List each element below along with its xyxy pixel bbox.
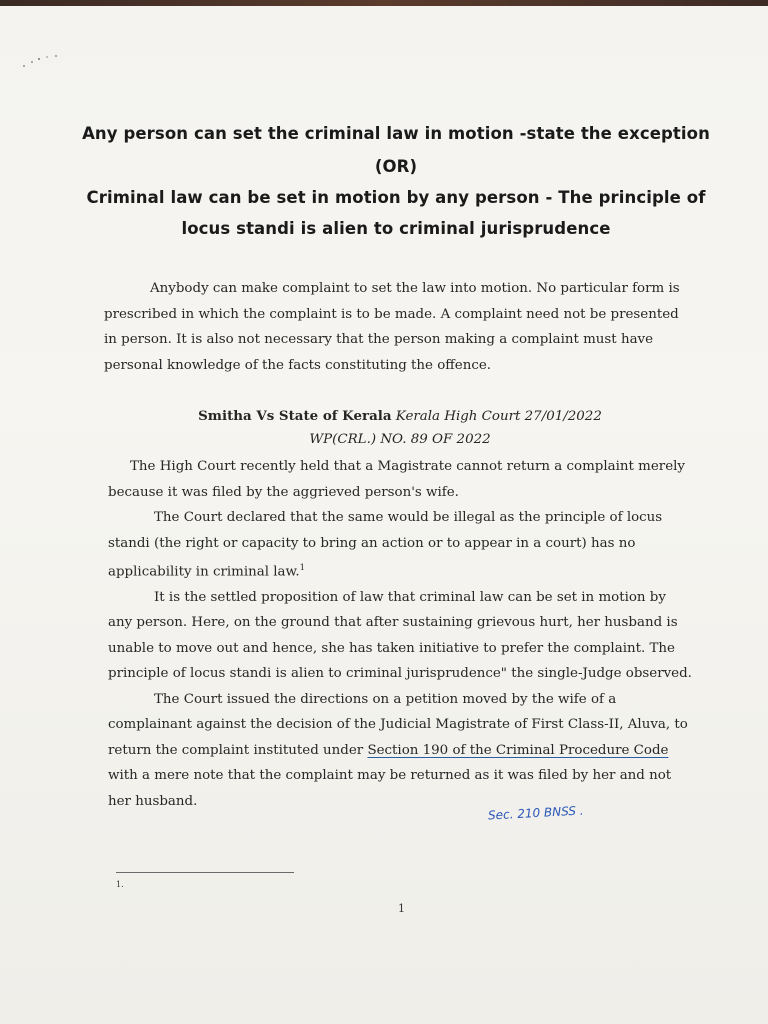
- footnote-divider: [116, 872, 294, 873]
- title-or: (OR): [374, 157, 418, 176]
- top-edge-strip: [0, 0, 768, 6]
- title-line-1: Any person can set the criminal law in motion -state the exception: [82, 124, 710, 143]
- title-line-3: Criminal law can be set in motion by any person - The principle of: [86, 188, 706, 207]
- page-number: 1: [398, 902, 405, 915]
- paragraph-4: [108, 687, 692, 815]
- paragraph-2: [108, 505, 692, 585]
- case-title: [100, 404, 700, 429]
- underlined-section-reference: Section 190 of the Criminal Procedure Code: [367, 742, 669, 758]
- intro-text: Anybody can make complaint to set the law into motion. No particular form is prescribed in which the complaint is to be made. A complaint need not be presented in person. It is also not necessary that the person making a complaint must have personal knowledge of the facts constituting the offence.: [104, 281, 680, 373]
- case-court-date: Kerala High Court 27/01/2022: [395, 409, 602, 424]
- case-number: WP(CRL.) NO. 89 OF 2022: [309, 432, 491, 447]
- footnote-reference: 1: [299, 563, 306, 573]
- footnote-marker: 1.: [116, 880, 124, 889]
- paragraph-3: It is the settled proposition of law that criminal law can be set in motion by any person. Here, on the ground that after sustaining grievous hurt, her husband is unable to move out and hence, she has taken initiative to prefer the complaint. The principle of locus standi is alien to criminal jurisprudence" the single-Judge observed.: [108, 589, 692, 682]
- body-paragraphs: [108, 454, 692, 814]
- paragraph-4-end: with a mere note that the complaint may be returned as it was filed by her and not her husband.: [108, 768, 672, 809]
- case-name: Smitha Vs State of Kerala: [198, 408, 392, 424]
- handwritten-annotation: Sec. 210 BNSS .: [487, 803, 584, 823]
- paragraph-4-start: The Court issued the directions on a petition moved by the wife of a complainant against the decision of the Judicial Magistrate of First Class-II, Aluva, to return the complaint instituted under: [108, 691, 688, 758]
- paragraph-1: The High Court recently held that a Magistrate cannot return a complaint merely because it was filed by the aggrieved person's wife.: [108, 459, 685, 500]
- paper-specks: [20, 50, 70, 70]
- paragraph-2-text: The Court declared that the same would be illegal as the principle of locus standi (the right or capacity to bring an action or to appear in a court) has no applicability in criminal law.: [108, 510, 663, 580]
- title-line-4: locus standi is alien to criminal jurisprudence: [181, 219, 611, 238]
- case-number-line: [100, 428, 700, 452]
- intro-paragraph: [104, 276, 688, 378]
